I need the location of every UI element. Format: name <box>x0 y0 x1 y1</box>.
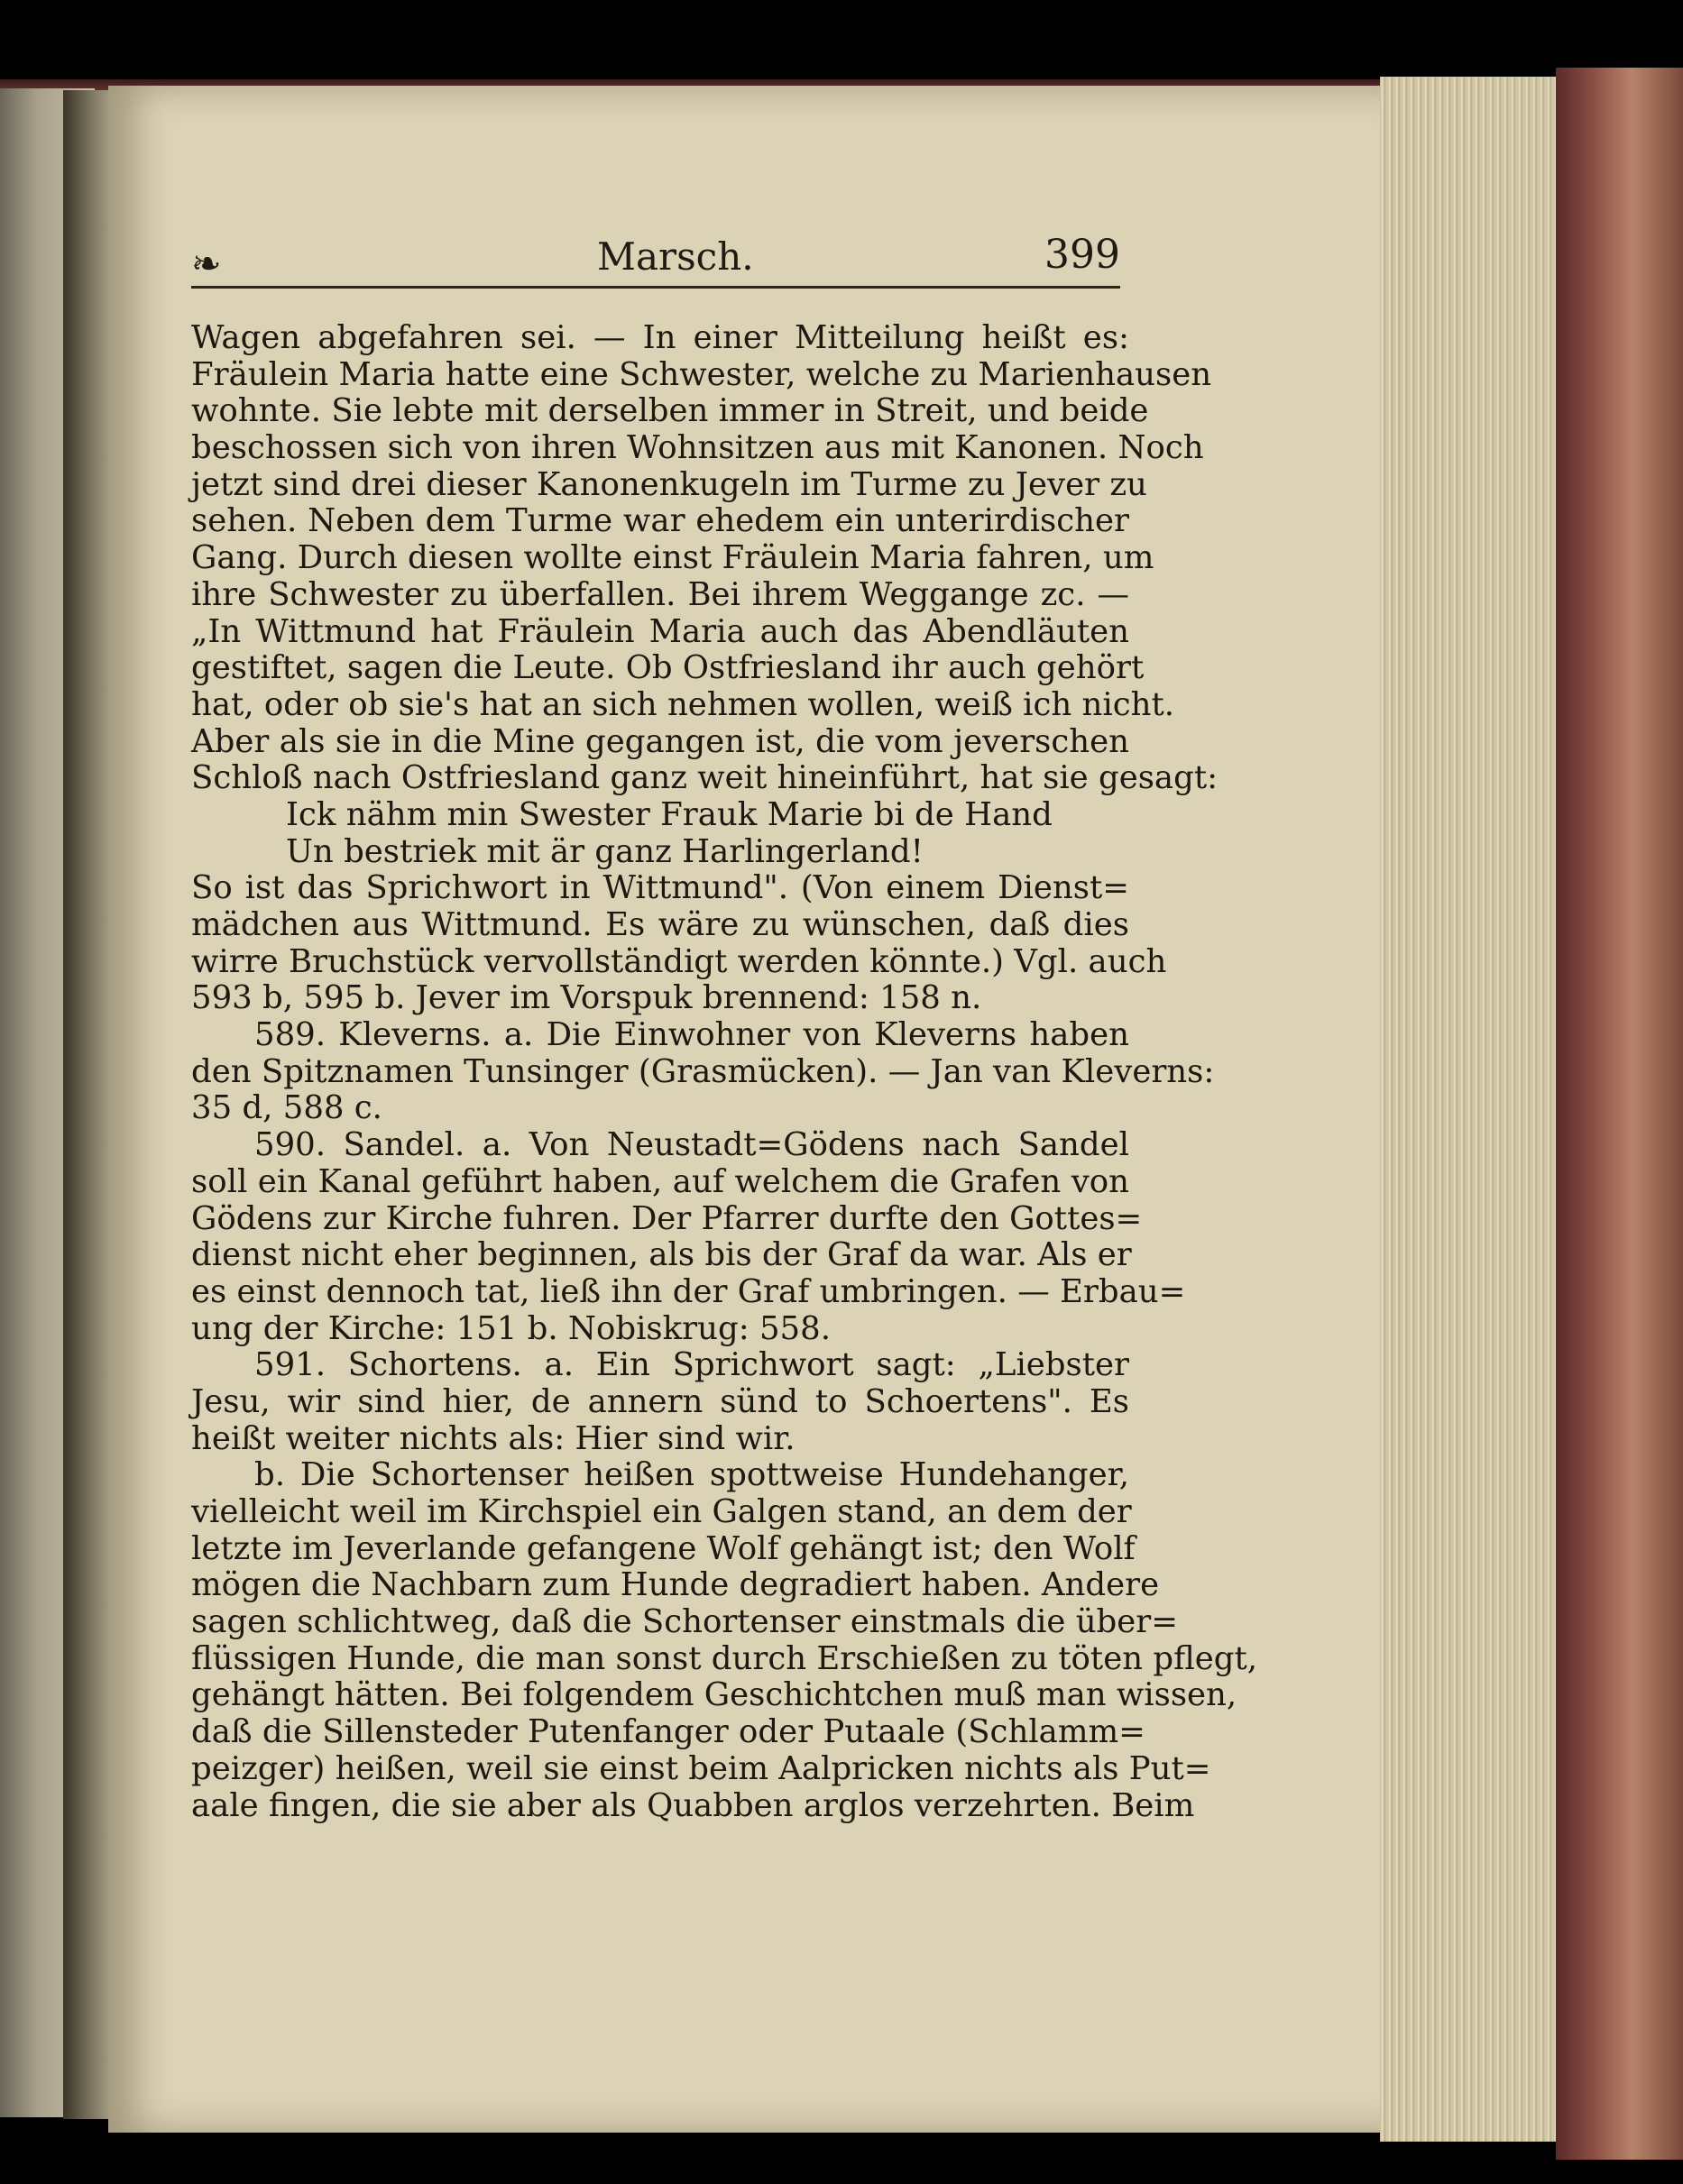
text-line: wirre Bruchstück vervollständigt werden könnte.) Vgl. auch <box>191 942 1167 980</box>
text-line: soll ein Kanal geführt haben, auf welchem die Grafen von <box>191 1162 1129 1200</box>
text-line: 589. Kleverns. a. Die Einwohner von Kleverns haben <box>254 1016 1129 1054</box>
text-line: hat, oder ob sie's hat an sich nehmen wollen, weiß ich nicht. <box>191 685 1175 723</box>
text-line: b. Die Schortenser heißen spottweise Hundehanger, <box>254 1456 1129 1494</box>
text-line: Ick nähm min Swester Frauk Marie bi de Hand <box>286 795 1053 833</box>
text-line: heißt weiter nichts als: Hier sind wir. <box>191 1419 796 1457</box>
page-edges <box>1380 77 1560 2142</box>
text-line: Fräulein Maria hatte eine Schwester, welche zu Marienhausen <box>191 355 1212 393</box>
header-rule <box>191 286 1120 289</box>
text-line: Gang. Durch diesen wollte einst Fräulein Maria fahren, um <box>191 539 1154 577</box>
text-line: ung der Kirche: 151 b. Nobiskrug: 558. <box>191 1309 831 1347</box>
text-line: dienst nicht eher beginnen, als bis der Graf da war. Als er <box>191 1236 1132 1274</box>
text-line: letzte im Jeverlande gefangene Wolf gehängt ist; den Wolf <box>191 1529 1136 1567</box>
text-line: Un bestriek mit är ganz Harlingerland! <box>286 832 924 870</box>
text-line: Jesu, wir sind hier, de annern sünd to Schoertens". Es <box>191 1382 1129 1420</box>
text-line: es einst dennoch tat, ließ ihn der Graf umbringen. — Erbau= <box>191 1272 1186 1310</box>
page-header <box>191 230 1120 293</box>
body-text <box>191 319 1258 1824</box>
text-line: den Spitznamen Tunsinger (Grasmücken). — Jan van Kleverns: <box>191 1052 1215 1090</box>
text-line: Aber als sie in die Mine gegangen ist, die vom jeverschen <box>191 722 1129 760</box>
text-line: jetzt sind drei dieser Kanonenkugeln im Turme zu Jever zu <box>191 465 1147 503</box>
text-line: peizger) heißen, weil sie einst beim Aalpricken nichts als Put= <box>191 1749 1211 1787</box>
text-line: vielleicht weil im Kirchspiel ein Galgen stand, an dem der <box>191 1493 1132 1530</box>
text-line: Gödens zur Kirche fuhren. Der Pfarrer durfte den Gottes= <box>191 1199 1143 1237</box>
text-line: gehängt hätten. Bei folgendem Geschichtchen muß man wissen, <box>191 1676 1237 1714</box>
text-line: Wagen abgefahren sei. — In einer Mitteilung heißt es: <box>191 319 1129 356</box>
text-line: sehen. Neben dem Turme war ehedem ein unterirdischer <box>191 502 1129 540</box>
text-line: beschossen sich von ihren Wohnsitzen aus mit Kanonen. Noch <box>191 429 1204 467</box>
text-line: „In Wittmund hat Fräulein Maria auch das Abendläuten <box>191 612 1129 650</box>
text-line: 35 d, 588 c. <box>191 1089 382 1127</box>
text-line: Schloß nach Ostfriesland ganz weit hineinführt, hat sie gesagt: <box>191 759 1219 797</box>
book-cover-right <box>1556 68 1683 2160</box>
text-line: 590. Sandel. a. Von Neustadt=Gödens nach Sandel <box>254 1126 1129 1164</box>
text-line: ihre Schwester zu überfallen. Bei ihrem Weggange zc. — <box>191 575 1129 613</box>
text-line: flüssigen Hunde, die man sonst durch Erschießen zu töten pflegt, <box>191 1639 1258 1677</box>
text-line: mögen die Nachbarn zum Hunde degradiert haben. Andere <box>191 1566 1160 1604</box>
ornament-icon: ❧ <box>191 243 222 285</box>
page-number: 399 <box>1044 232 1120 278</box>
running-title: Marsch. <box>597 234 754 279</box>
text-line: gestiftet, sagen die Leute. Ob Ostfriesland ihr auch gehört <box>191 649 1145 687</box>
text-line: sagen schlichtweg, daß die Schortenser einstmals die über= <box>191 1603 1178 1641</box>
text-line: mädchen aus Wittmund. Es wäre zu wünschen, daß dies <box>191 906 1129 943</box>
text-line: wohnte. Sie lebte mit derselben immer in Streit, und beide <box>191 392 1149 430</box>
text-line: So ist das Sprichwort in Wittmund". (Von einem Dienst= <box>191 869 1129 907</box>
text-line: 591. Schortens. a. Ein Sprichwort sagt: „Liebster <box>254 1346 1129 1384</box>
text-line: aale fingen, die sie aber als Quabben arglos verzehrten. Beim <box>191 1786 1195 1824</box>
text-line: daß die Sillensteder Putenfanger oder Putaale (Schlamm= <box>191 1713 1145 1751</box>
text-line: 593 b, 595 b. Jever im Vorspuk brennend: 158 n. <box>191 979 982 1017</box>
